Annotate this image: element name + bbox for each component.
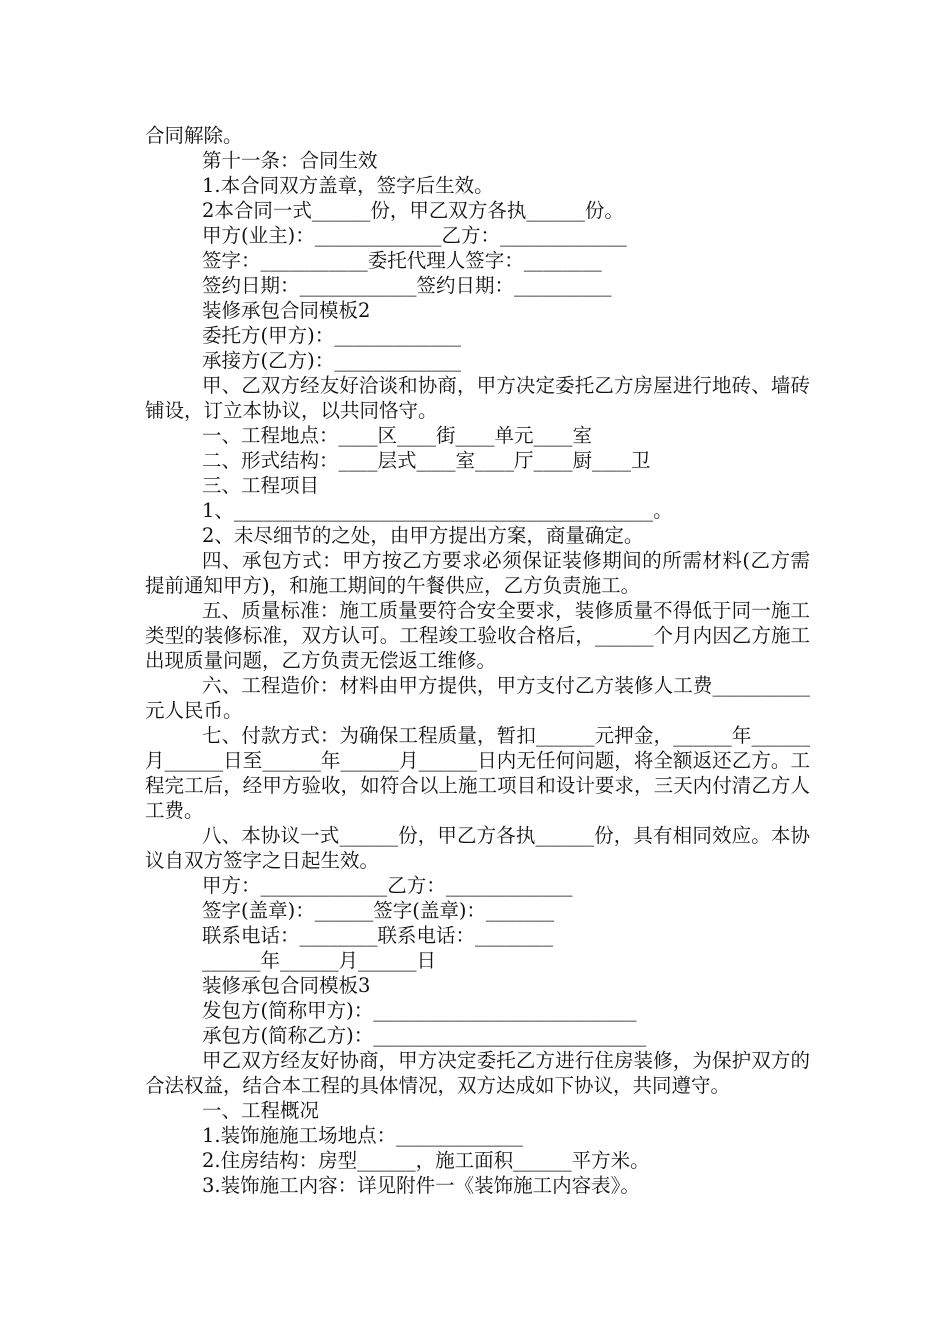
contractor-party-b-line: 承包方(简称乙方)：____________________________ <box>202 1024 647 1047</box>
paragraph-quality-standard: 五、质量标准：施工质量要符合安全要求，装修质量不得低于同一施工类型的装修标准，双方认可。工程竣工验收合格后，______个月内因乙方施工出现质量问题，乙方负责无偿返工维修。 <box>145 599 810 672</box>
contractor-party-a-line: 发包方(简称甲方)：___________________________ <box>202 999 637 1022</box>
paragraph-site-location: 1.装饰施施工场地点：_____________ <box>202 1124 523 1147</box>
template-title-3: 装修承包合同模板3 <box>202 974 371 997</box>
paragraph-effective-1: 1.本合同双方盖章，签字后生效。 <box>202 174 494 197</box>
paragraph-intro-2: 甲、乙双方经友好洽谈和协商，甲方决定委托乙方房屋进行地砖、墙砖铺设，订立本协议，以共同恪守。 <box>145 374 810 422</box>
paragraph-item-1: 1、___________________________________________。 <box>202 499 673 522</box>
document-body <box>145 123 810 1198</box>
heading-project-items: 三、工程项目 <box>202 474 320 497</box>
paragraph-project-cost: 六、工程造价：材料由甲方提供，甲方支付乙方装修人工费__________元人民币。 <box>145 674 810 722</box>
paragraph-effective-2: 2本合同一式______份，甲乙双方各执______份。 <box>202 199 624 222</box>
paragraph-item-2: 2、未尽细节的之处，由甲方提出方案，商量确定。 <box>202 524 644 547</box>
signature-line-sign: 签字：___________委托代理人签字：________ <box>202 249 602 272</box>
paragraph-construction-content: 3.装饰施工内容：详见附件一《装饰施工内容表》。 <box>202 1174 640 1197</box>
heading-project-overview: 一、工程概况 <box>202 1099 320 1122</box>
paragraph-project-location: 一、工程地点：____区____街____单元____室 <box>202 424 593 447</box>
paragraph-contract-method: 四、承包方式：甲方按乙方要求必须保证装修期间的所需材料(乙方需提前通知甲方)，和施工期间的午餐供应，乙方负责施工。 <box>145 549 810 597</box>
paragraph-agreement-copies: 八、本协议一式______份，甲乙方各执______份，具有相同效应。本协议自双方签字之日起生效。 <box>145 824 810 872</box>
template-title-2: 装修承包合同模板2 <box>202 299 371 322</box>
paragraph-intro-3: 甲乙双方经友好协商，甲方决定委托乙方进行住房装修，为保护双方的合法权益，结合本工程的具体情况，双方达成如下协议，共同遵守。 <box>145 1049 810 1097</box>
heading-article-11: 第十一条：合同生效 <box>202 149 378 172</box>
signature-line-parties: 甲方(业主)：_____________乙方：_____________ <box>202 224 627 247</box>
signature-line-date-2: ______年______月______日 <box>202 949 437 972</box>
signature-line-phone: 联系电话：________联系电话：________ <box>202 924 554 947</box>
paragraph-contract-termination: 合同解除。 <box>145 124 243 147</box>
signature-line-date: 签约日期：____________签约日期：__________ <box>202 274 612 297</box>
paragraph-structure: 二、形式结构：____层式____室____厅____厨____卫 <box>202 449 651 472</box>
signature-line-seal: 签字(盖章)：______签字(盖章)：_______ <box>202 899 555 922</box>
party-a-line: 委托方(甲方)：_____________ <box>202 324 461 347</box>
paragraph-payment-method: 七、付款方式：为确保工程质量，暂扣______元押金，______年______月______日至______年______月______日内无任何问题，将全额返还乙方。工程完工后，经甲方验收，如符合以上施工项目和设计要求，三天内付清乙方人工费。 <box>145 724 810 822</box>
party-b-line: 承接方(乙方)：_____________ <box>202 349 461 372</box>
paragraph-housing-structure: 2.住房结构：房型______，施工面积______平方米。 <box>202 1149 650 1172</box>
signature-line-parties-2: 甲方：_____________乙方：_____________ <box>202 874 573 897</box>
